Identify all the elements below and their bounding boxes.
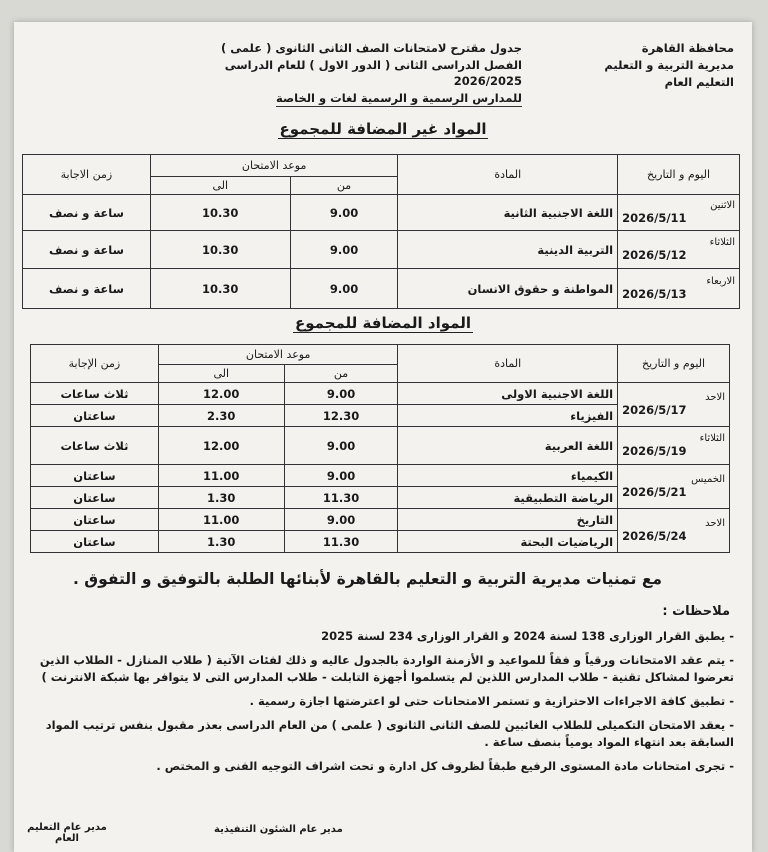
note-item: - يعقد الامتحان التكميلى للطلاب الغائبين للصف الثانى الثانوى ( علمى ) من العام الدراسى بعذر مقبول بنفس ترتيب المواد السابقة بعد انتهاء المواد يومياً بنصف ساعة . bbox=[45, 718, 734, 749]
note-item: - تجرى امتحانات مادة المستوى الرفيع طبقاً لظروف كل ادارة و تحت اشراف التوجيه الفنى و المختص . bbox=[156, 759, 734, 773]
day-name: الثلاثاء bbox=[709, 237, 735, 248]
table-row bbox=[23, 269, 740, 309]
date: 2026/5/13 bbox=[622, 287, 687, 301]
col-header-to: الى bbox=[158, 365, 284, 383]
subject: الكيمياء bbox=[398, 465, 618, 487]
duration: ساعتان bbox=[31, 405, 159, 427]
wishes-text: مع تمنيات مديرية التربية و التعليم بالقاهرة لأبنائها الطلبة بالتوفيق و التفوق . bbox=[72, 570, 662, 588]
title-line: للمدارس الرسمية و الرسمية لغات و الخاصة bbox=[276, 90, 522, 108]
notes-list bbox=[34, 628, 734, 782]
subject: الفيزياء bbox=[398, 405, 618, 427]
exam-table-added bbox=[30, 344, 730, 553]
signature-executive-affairs: مدير عام الشئون التنفيذية bbox=[214, 824, 343, 835]
time-to: 1.30 bbox=[158, 487, 284, 509]
time-to: 10.30 bbox=[150, 269, 290, 309]
subject: التاريخ bbox=[398, 509, 618, 531]
section-title-added: المواد المضافة للمجموع bbox=[294, 314, 471, 332]
col-header-from: من bbox=[290, 177, 398, 195]
col-header-day: اليوم و التاريخ bbox=[618, 155, 740, 195]
authority-header bbox=[584, 40, 734, 91]
schedule-title-block bbox=[192, 40, 522, 107]
date: 2026/5/24 bbox=[622, 529, 687, 543]
exam-table-nonadded bbox=[22, 154, 740, 309]
day-name: الاثنين bbox=[710, 200, 735, 211]
time-from: 9.00 bbox=[284, 383, 398, 405]
table-row bbox=[31, 509, 730, 531]
time-to: 10.30 bbox=[150, 231, 290, 269]
col-header-exam-time: موعد الامتحان bbox=[150, 155, 398, 177]
col-header-to: الى bbox=[150, 177, 290, 195]
note-item: - يتم عقد الامتحانات ورقياً و فقاً للمواعيد و الأزمنة الواردة بالجدول عاليه و ذلك لفئات الآتية ( طلاب المنازل - الطلاب الذين تعرضوا لمشاكل تقنية - طلاب المدارس اللذين لم يتسلموا أجهزة التابلت - طلاب المدارس التى لا يتوافر بها شبكة الانترنت ) bbox=[39, 653, 734, 684]
section-title-nonadded: المواد غير المضافة للمجموع bbox=[279, 120, 487, 138]
day-name: الاربعاء bbox=[706, 276, 735, 287]
col-header-from: من bbox=[284, 365, 398, 383]
time-to: 10.30 bbox=[150, 195, 290, 231]
table-row bbox=[31, 427, 730, 465]
subject: المواطنة و حقوق الانسان bbox=[398, 269, 618, 309]
day-name: الخميس bbox=[691, 474, 725, 485]
time-to: 11.00 bbox=[158, 509, 284, 531]
time-from: 9.00 bbox=[284, 465, 398, 487]
duration: ساعتان bbox=[31, 465, 159, 487]
duration: ساعتان bbox=[31, 531, 159, 553]
subject: الرياضيات البحتة bbox=[398, 531, 618, 553]
time-to: 2.30 bbox=[158, 405, 284, 427]
day-name: الاحد bbox=[705, 392, 725, 403]
time-from: 12.30 bbox=[284, 405, 398, 427]
signature-general-education: مدير عام التعليم العام bbox=[27, 822, 107, 844]
notes-title: ملاحظات : bbox=[662, 604, 730, 619]
duration: ثلاث ساعات bbox=[31, 383, 159, 405]
duration: ساعة و نصف bbox=[23, 269, 151, 309]
duration: ساعتان bbox=[31, 509, 159, 531]
duration: ساعة و نصف bbox=[23, 195, 151, 231]
time-to: 11.00 bbox=[158, 465, 284, 487]
header-line: مديرية التربية و التعليم bbox=[604, 58, 734, 72]
time-from: 9.00 bbox=[290, 231, 398, 269]
date: 2026/5/11 bbox=[622, 211, 687, 225]
subject: التربية الدينية bbox=[398, 231, 618, 269]
time-from: 11.30 bbox=[284, 487, 398, 509]
time-from: 9.00 bbox=[290, 269, 398, 309]
time-to: 12.00 bbox=[158, 427, 284, 465]
col-header-duration: زمن الإجابة bbox=[31, 345, 159, 383]
time-from: 11.30 bbox=[284, 531, 398, 553]
duration: ساعتان bbox=[31, 487, 159, 509]
table-row bbox=[23, 231, 740, 269]
col-header-exam-time: موعد الامتحان bbox=[158, 345, 398, 365]
col-header-day: اليوم و التاريخ bbox=[618, 345, 730, 383]
table-row bbox=[31, 465, 730, 487]
header-line: محافظة القاهرة bbox=[641, 41, 734, 55]
header-line: التعليم العام bbox=[664, 75, 734, 89]
table-row bbox=[31, 383, 730, 405]
date: 2026/5/19 bbox=[622, 444, 687, 458]
table-row bbox=[23, 195, 740, 231]
title-line: جدول مقترح لامتحانات الصف الثانى الثانوى ( علمى ) bbox=[220, 41, 522, 55]
time-from: 9.00 bbox=[284, 509, 398, 531]
col-header-duration: زمن الاجابة bbox=[23, 155, 151, 195]
date: 2026/5/12 bbox=[622, 248, 687, 262]
time-from: 9.00 bbox=[284, 427, 398, 465]
document-page bbox=[14, 22, 752, 852]
note-item: - يطبق القرار الوزارى 138 لسنة 2024 و القرار الوزارى 234 لسنة 2025 bbox=[321, 629, 734, 643]
day-name: الاحد bbox=[705, 518, 725, 529]
duration: ساعة و نصف bbox=[23, 231, 151, 269]
title-line: الفصل الدراسى الثانى ( الدور الاول ) للعام الدراسى 2026/2025 bbox=[224, 57, 522, 88]
date: 2026/5/17 bbox=[622, 403, 687, 417]
duration: ثلاث ساعات bbox=[31, 427, 159, 465]
subject: الرياضة التطبيقية bbox=[398, 487, 618, 509]
date: 2026/5/21 bbox=[622, 485, 687, 499]
note-item: - تطبيق كافة الاجراءات الاحترازية و تستمر الامتحانات حتى لو اعترضتها اجازة رسمية . bbox=[249, 694, 734, 708]
time-to: 12.00 bbox=[158, 383, 284, 405]
time-from: 9.00 bbox=[290, 195, 398, 231]
col-header-subject: المادة bbox=[398, 155, 618, 195]
day-name: الثلاثاء bbox=[699, 433, 725, 444]
subject: اللغة العربية bbox=[398, 427, 618, 465]
time-to: 1.30 bbox=[158, 531, 284, 553]
subject: اللغة الاجنبية الاولى bbox=[398, 383, 618, 405]
col-header-subject: المادة bbox=[398, 345, 618, 383]
subject: اللغة الاجنبية الثانية bbox=[398, 195, 618, 231]
